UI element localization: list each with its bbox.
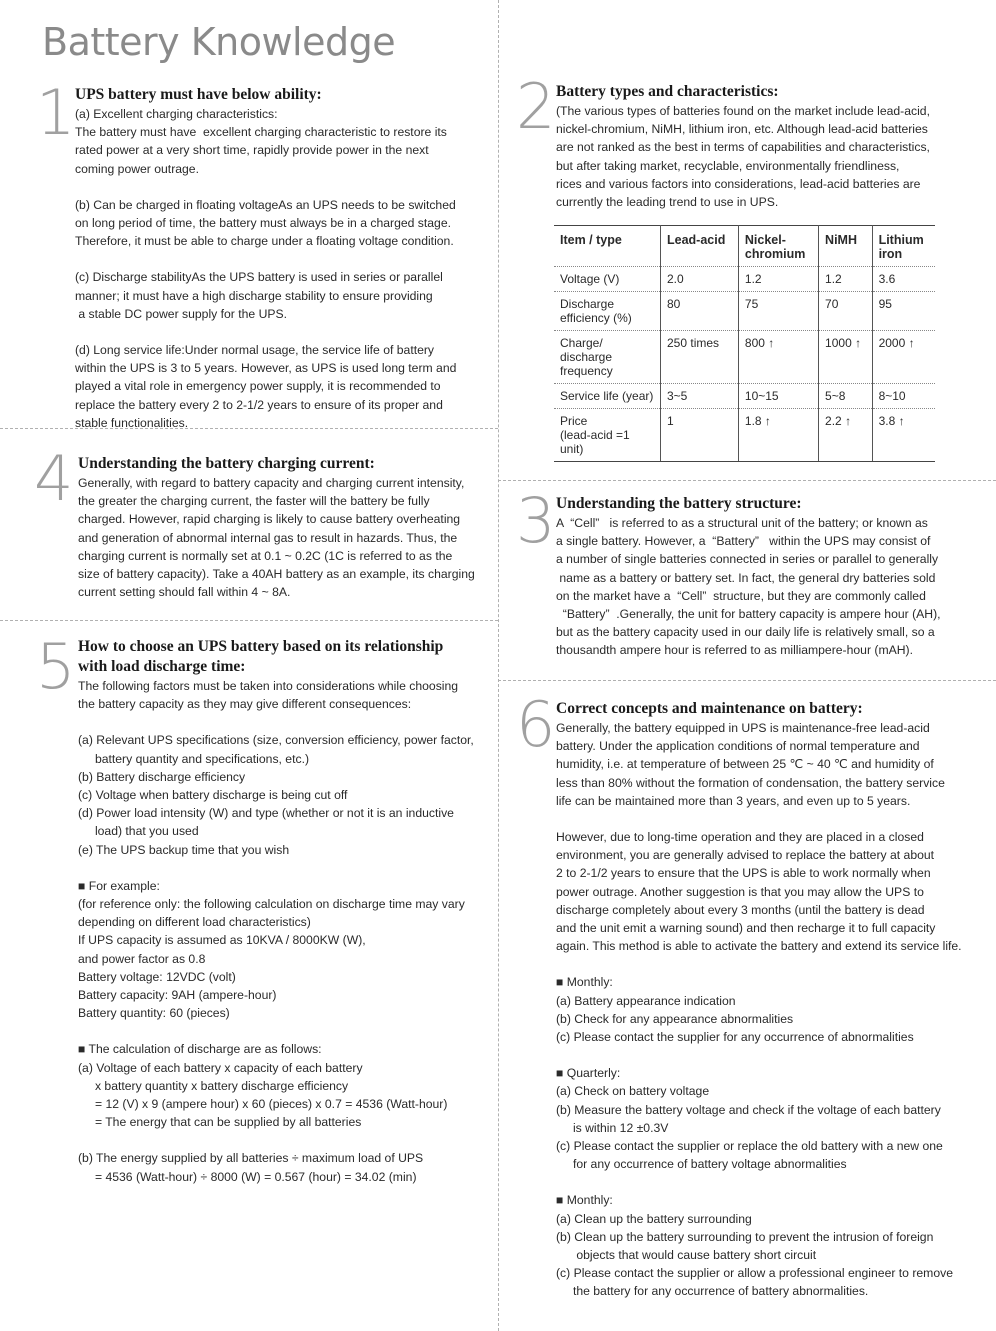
text-line bbox=[556, 1046, 976, 1064]
text-line: rated power at a very short time, rapidly provide power in the next bbox=[75, 143, 429, 158]
text-line: load) that you used bbox=[78, 824, 199, 839]
text-line: (d) Power load intensity (W) and type (whether or not it is an inductive bbox=[78, 806, 454, 821]
text-line: = 12 (V) x 9 (ampere hour) x 60 (pieces) x 0.7 = 4536 (Watt-hour) bbox=[78, 1097, 448, 1112]
table-cell: 70 bbox=[819, 292, 873, 331]
text-line: The battery must have excellent charging characteristic to restore its bbox=[75, 125, 447, 140]
text-line: on the market have a “Cell” structure, but they are commonly called bbox=[556, 588, 926, 603]
text-line bbox=[75, 250, 485, 268]
text-line: current setting should fall within 4 ~ 8A. bbox=[78, 585, 291, 600]
text-line: Battery quantity: 60 (pieces) bbox=[78, 1006, 230, 1021]
text-line: played a vital role in emergency power supply, it is recommended to bbox=[75, 379, 441, 394]
table-row bbox=[554, 331, 935, 384]
text-line: battery. Under the application conditions of normal temperature and bbox=[556, 739, 920, 754]
text-line bbox=[78, 1131, 488, 1149]
text-line: ■ The calculation of discharge are as follows: bbox=[78, 1042, 322, 1057]
text-line: (b) Can be charged in floating voltageAs an UPS needs to be switched bbox=[75, 197, 456, 212]
section-number-1: 1 bbox=[36, 76, 76, 149]
text-line: (c) Please contact the supplier or allow a professional engineer to remove bbox=[556, 1266, 953, 1281]
section-5-heading-line-1: How to choose an UPS battery based on its relationship bbox=[78, 638, 444, 655]
text-line: (a) Relevant UPS specifications (size, conversion efficiency, power factor, bbox=[78, 733, 474, 748]
text-line: and power factor as 0.8 bbox=[78, 951, 206, 966]
text-line: objects that would cause battery short circuit bbox=[556, 1248, 817, 1263]
table-header-cell: Item / type bbox=[554, 226, 661, 267]
table-cell: Charge/ discharge frequency bbox=[554, 331, 661, 384]
text-line: ■ For example: bbox=[78, 878, 160, 893]
text-line: discharge completely about every 3 months (until the battery is dead bbox=[556, 902, 925, 917]
section-3-text bbox=[556, 514, 976, 660]
text-line: (c) Discharge stabilityAs the UPS battery is used in series or parallel bbox=[75, 270, 443, 285]
table-header-cell: Lithium iron bbox=[872, 226, 935, 267]
text-line bbox=[75, 323, 485, 341]
text-line: the battery capacity as they may give different consequences: bbox=[78, 697, 412, 712]
section-5-heading-line-2: with load discharge time: bbox=[78, 658, 246, 675]
table-cell: 75 bbox=[738, 292, 818, 331]
text-line: (a) Voltage of each battery x capacity of each battery bbox=[78, 1060, 363, 1075]
text-line: (e) The UPS backup time that you wish bbox=[78, 842, 290, 857]
text-line: but after taking market, recyclable, environmentally friendliness, bbox=[556, 158, 900, 173]
text-line: (c) Voltage when battery discharge is being cut off bbox=[78, 788, 348, 803]
text-line: 2 to 2-1/2 years to ensure that the UPS is able to work normally when bbox=[556, 866, 931, 881]
text-line: rices and various factors into considerations, lead-acid batteries are bbox=[556, 176, 921, 191]
text-line: (a) Clean up the battery surrounding bbox=[556, 1211, 752, 1226]
table-cell: 10~15 bbox=[738, 384, 818, 409]
text-line: (b) Measure the battery voltage and check if the voltage of each battery bbox=[556, 1102, 941, 1117]
text-line: manner; it must have a high discharge stability to ensure providing bbox=[75, 288, 433, 303]
text-line: currently the leading trend to use in UPS. bbox=[556, 195, 779, 210]
text-line: less than 80% without the formation of condensation, the battery service bbox=[556, 775, 945, 790]
text-line: for any occurrence of battery voltage abnormalities bbox=[556, 1157, 847, 1172]
text-line: (b) Battery discharge efficiency bbox=[78, 769, 246, 784]
table-header-cell: Nickel- chromium bbox=[738, 226, 818, 267]
table-row bbox=[554, 384, 935, 409]
table-cell: 80 bbox=[661, 292, 739, 331]
section-2-text bbox=[556, 102, 976, 211]
text-line: the greater the charging current, the faster will the battery be fully bbox=[78, 494, 430, 509]
vertical-divider bbox=[498, 0, 499, 1331]
table-cell: 95 bbox=[872, 292, 935, 331]
text-line: are not ranked as the best in terms of capabilities and characteristics, bbox=[556, 140, 930, 155]
text-line: name as a battery or battery set. In fact, the general dry batteries sold bbox=[556, 570, 936, 585]
table-cell: 1000 ↑ bbox=[819, 331, 873, 384]
divider-4-5 bbox=[0, 620, 498, 621]
text-line bbox=[75, 178, 485, 196]
section-number-2: 2 bbox=[516, 70, 556, 143]
text-line: ■ Monthly: bbox=[556, 975, 613, 990]
table-header-cell: Lead-acid bbox=[661, 226, 739, 267]
text-line bbox=[556, 955, 976, 973]
text-line: (b) Check for any appearance abnormalities bbox=[556, 1011, 794, 1026]
text-line: Battery voltage: 12VDC (volt) bbox=[78, 969, 236, 984]
text-line: coming power outrage. bbox=[75, 161, 199, 176]
text-line: nickel-chromium, NiMH, lithium iron, etc. Although lead-acid batteries bbox=[556, 122, 928, 137]
text-line: within the UPS is 3 to 5 years. However, as UPS is used long term and bbox=[75, 361, 457, 376]
table-cell: 2.2 ↑ bbox=[819, 409, 873, 462]
text-line: environment, you are generally advised to replace the battery at about bbox=[556, 848, 935, 863]
text-line: power outrage. Another suggestion is that you may allow the UPS to bbox=[556, 884, 924, 899]
section-number-5: 5 bbox=[36, 630, 76, 703]
text-line: ■ Quarterly: bbox=[556, 1066, 621, 1081]
table-cell: 5~8 bbox=[819, 384, 873, 409]
text-line: charging current is normally set at 0.1 ~ 0.2C (1C is referred to as the bbox=[78, 548, 453, 563]
section-number-3: 3 bbox=[516, 484, 556, 557]
text-line: thousandth ampere hour is referred to as milliampere-hour (mAH). bbox=[556, 643, 913, 658]
text-line: a number of single batteries connected in series or parallel to generally bbox=[556, 552, 939, 567]
text-line bbox=[556, 1173, 976, 1191]
section-4-heading: Understanding the battery charging current: bbox=[78, 455, 375, 472]
text-line: (The various types of batteries found on the market include lead-acid, bbox=[556, 104, 930, 118]
table-cell: Discharge efficiency (%) bbox=[554, 292, 661, 331]
table-cell: 1.2 bbox=[819, 267, 873, 292]
text-line: “Battery” .Generally, the unit for battery capacity is ampere hour (AH), bbox=[556, 607, 941, 622]
text-line: a single battery. However, a “Battery” within the UPS may consist of bbox=[556, 534, 931, 549]
section-1-text bbox=[75, 105, 485, 432]
text-line: charged. However, rapid charging is likely to cause battery overheating bbox=[78, 512, 461, 527]
section-1-heading: UPS battery must have below ability: bbox=[75, 86, 322, 103]
text-line: Generally, the battery equipped in UPS is maintenance-free lead-acid bbox=[556, 721, 930, 735]
table-row bbox=[554, 292, 935, 331]
table-cell: 250 times bbox=[661, 331, 739, 384]
text-line: is within 12 ±0.3V bbox=[556, 1120, 669, 1135]
text-line: but as the battery capacity used in our daily life is relatively small, so a bbox=[556, 625, 935, 640]
table-cell: 3.8 ↑ bbox=[872, 409, 935, 462]
text-line: (c) Please contact the supplier or replace the old battery with a new one bbox=[556, 1139, 943, 1154]
section-number-6: 6 bbox=[516, 688, 556, 761]
battery-types-table bbox=[554, 225, 935, 462]
section-4-text bbox=[78, 474, 488, 601]
section-number-4: 4 bbox=[34, 442, 74, 515]
text-line bbox=[78, 1022, 488, 1040]
text-line: life can be maintained more than 3 years, and even up to 5 years. bbox=[556, 793, 911, 808]
divider-3-6 bbox=[498, 680, 996, 681]
table-cell: Voltage (V) bbox=[554, 267, 661, 292]
text-line: However, due to long-time operation and they are placed in a closed bbox=[556, 830, 924, 845]
text-line: (a) Excellent charging characteristics: bbox=[75, 107, 278, 121]
section-6 bbox=[556, 699, 976, 1301]
page-title: Battery Knowledge bbox=[42, 20, 396, 64]
table-header-row bbox=[554, 226, 935, 267]
section-6-text bbox=[556, 719, 976, 1301]
text-line: Battery capacity: 9AH (ampere-hour) bbox=[78, 988, 277, 1003]
text-line: x battery quantity x battery discharge efficiency bbox=[78, 1078, 349, 1093]
text-line: (d) Long service life:Under normal usage, the service life of battery bbox=[75, 343, 435, 358]
text-line: If UPS capacity is assumed as 10KVA / 8000KW (W), bbox=[78, 933, 366, 948]
section-6-heading: Correct concepts and maintenance on battery: bbox=[556, 700, 863, 717]
text-line: (a) Battery appearance indication bbox=[556, 993, 736, 1008]
text-line: Generally, with regard to battery capacity and charging current intensity, bbox=[78, 476, 465, 490]
table-cell: 2.0 bbox=[661, 267, 739, 292]
text-line: battery quantity and specifications, etc.) bbox=[78, 751, 310, 766]
text-line: and the unit emit a warning sound) and then recharge it to full capacity bbox=[556, 921, 936, 936]
section-4 bbox=[78, 454, 488, 601]
text-line: Therefore, it must be able to charge under a floating voltage condition. bbox=[75, 234, 454, 249]
text-line: A “Cell” is referred to as a structural unit of the battery; or known as bbox=[556, 516, 928, 530]
text-line: a stable DC power supply for the UPS. bbox=[75, 306, 288, 321]
table-cell: 1.8 ↑ bbox=[738, 409, 818, 462]
divider-2-3 bbox=[498, 480, 996, 481]
text-line: (for reference only: the following calculation on discharge time may vary bbox=[78, 897, 465, 912]
table-row bbox=[554, 409, 935, 462]
section-3-heading: Understanding the battery structure: bbox=[556, 495, 802, 512]
section-3 bbox=[556, 494, 976, 660]
text-line bbox=[78, 859, 488, 877]
section-1 bbox=[75, 85, 485, 432]
text-line: The following factors must be taken into considerations while choosing bbox=[78, 679, 459, 693]
table-cell: 3.6 bbox=[872, 267, 935, 292]
text-line: the battery for any occurrence of battery abnormalities. bbox=[556, 1284, 869, 1299]
text-line: size of battery capacity). Take a 40AH battery as an example, its charging bbox=[78, 567, 475, 582]
text-line: ■ Monthly: bbox=[556, 1193, 613, 1208]
table-cell: 2000 ↑ bbox=[872, 331, 935, 384]
text-line: again. This method is able to activate the battery and extend its service life. bbox=[556, 939, 962, 954]
section-2 bbox=[556, 82, 976, 211]
text-line: on long period of time, the battery must always be in a charged stage. bbox=[75, 216, 451, 231]
text-line: stable functionalities. bbox=[75, 415, 189, 430]
section-5-text bbox=[78, 677, 488, 1186]
text-line: (a) Check on battery voltage bbox=[556, 1084, 710, 1099]
table-cell: 1 bbox=[661, 409, 739, 462]
table-cell: 3~5 bbox=[661, 384, 739, 409]
text-line bbox=[556, 810, 976, 828]
table-row bbox=[554, 267, 935, 292]
text-line: depending on different load characteristics) bbox=[78, 915, 311, 930]
text-line: humidity, i.e. at temperature of between 25 ℃ ~ 40 ℃ and humidity of bbox=[556, 757, 934, 772]
text-line: = 4536 (Watt-hour) ÷ 8000 (W) = 0.567 (hour) = 34.02 (min) bbox=[78, 1169, 417, 1184]
text-line: and generation of abnormal internal gas to result in hazards. Thus, the bbox=[78, 530, 458, 545]
table-cell: 1.2 bbox=[738, 267, 818, 292]
table-cell: Price (lead-acid =1 unit) bbox=[554, 409, 661, 462]
section-5 bbox=[78, 637, 488, 1186]
text-line: replace the battery every 2 to 2-1/2 years to ensure of its proper and bbox=[75, 397, 443, 412]
table-header-cell: NiMH bbox=[819, 226, 873, 267]
section-2-heading: Battery types and characteristics: bbox=[556, 83, 779, 100]
table-cell: Service life (year) bbox=[554, 384, 661, 409]
text-line bbox=[78, 713, 488, 731]
text-line: (c) Please contact the supplier for any occurrence of abnormalities bbox=[556, 1030, 914, 1045]
table-cell: 800 ↑ bbox=[738, 331, 818, 384]
text-line: (b) The energy supplied by all batteries ÷ maximum load of UPS bbox=[78, 1151, 424, 1166]
text-line: (b) Clean up the battery surrounding to prevent the intrusion of foreign bbox=[556, 1229, 934, 1244]
text-line: = The energy that can be supplied by all batteries bbox=[78, 1115, 362, 1130]
table-cell: 8~10 bbox=[872, 384, 935, 409]
